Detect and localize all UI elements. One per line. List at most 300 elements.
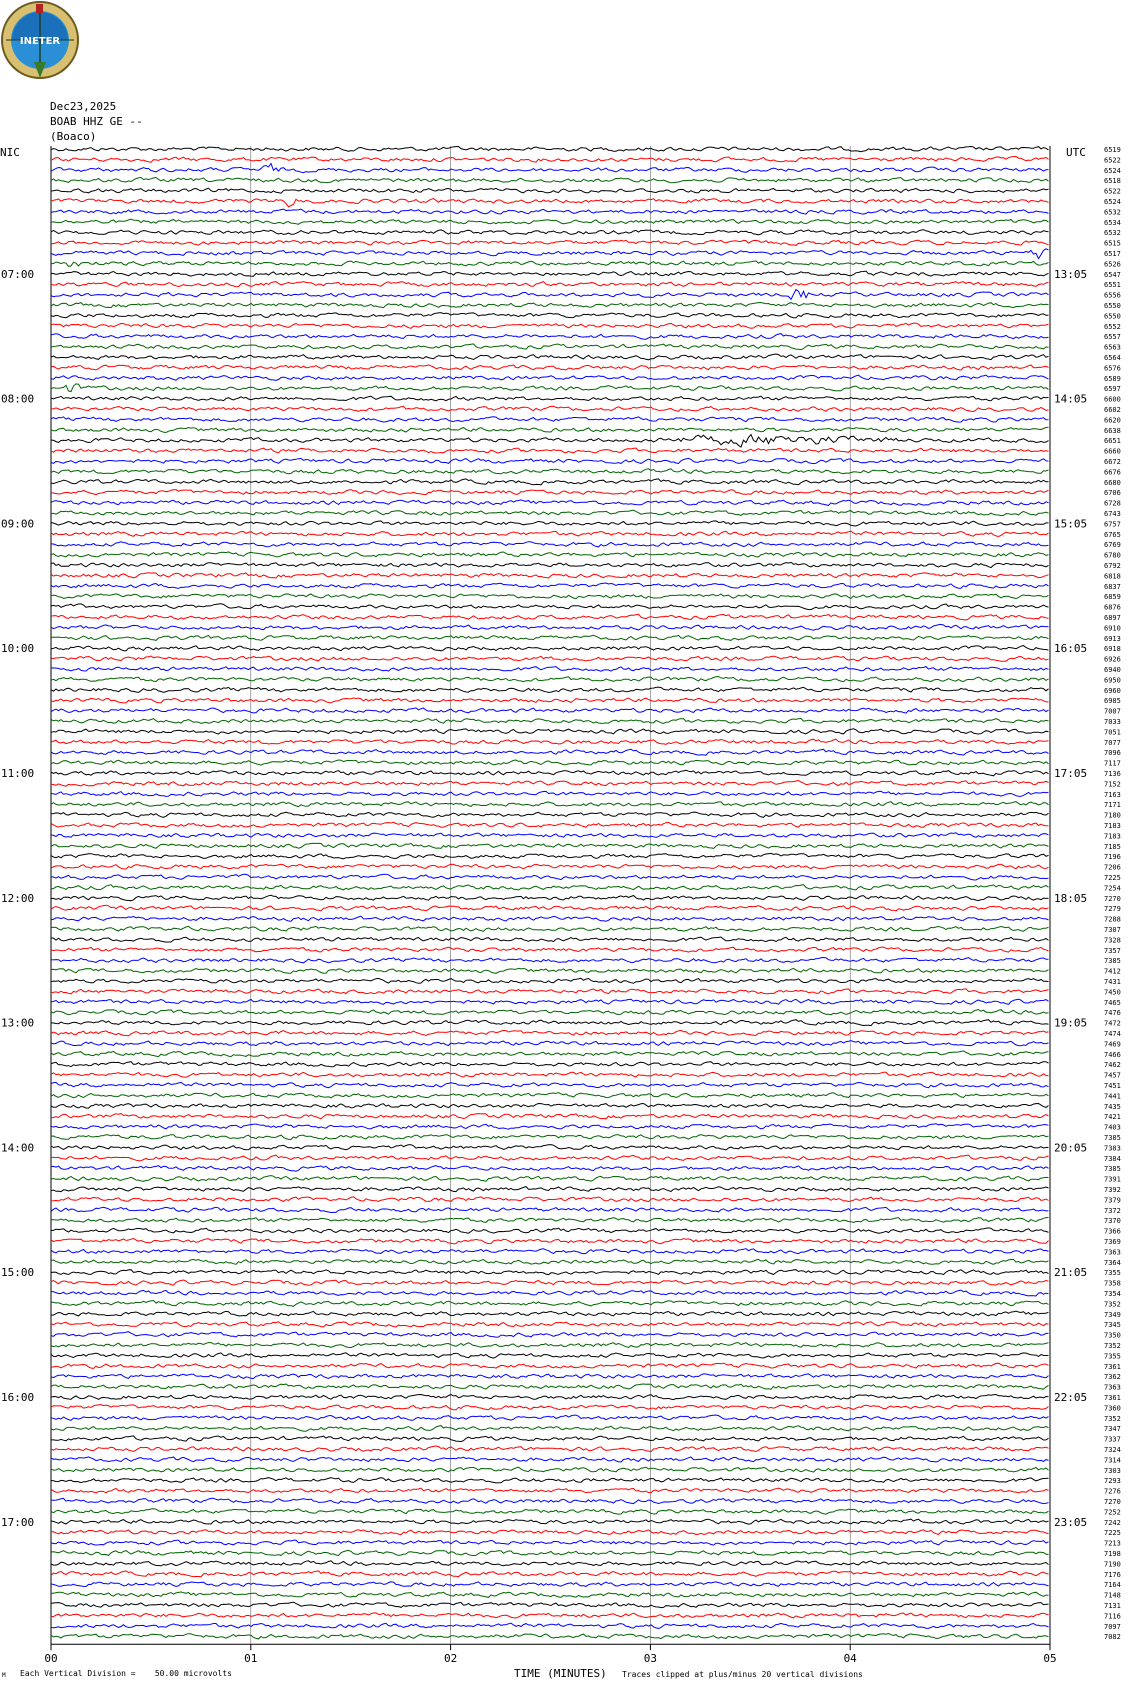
- seismic-trace: [51, 677, 1049, 682]
- seismic-trace: [51, 500, 1049, 506]
- trace-rms-label: 7206: [1104, 863, 1121, 872]
- trace-rms-label: 7180: [1104, 811, 1121, 820]
- trace-rms-label: 7385: [1104, 1134, 1121, 1142]
- trace-rms-label: 6547: [1104, 270, 1121, 279]
- seismic-trace: [51, 1155, 1049, 1161]
- seismic-trace: [51, 760, 1049, 765]
- trace-rms-label: 6660: [1104, 447, 1121, 456]
- trace-rms-label: 7096: [1104, 749, 1121, 758]
- seismic-trace: [51, 729, 1049, 734]
- trace-rms-label: 6926: [1104, 655, 1121, 664]
- seismic-trace: [51, 1582, 1049, 1587]
- seismic-trace: [51, 739, 1049, 744]
- trace-rms-label: 7051: [1104, 728, 1121, 737]
- seismic-trace: [51, 1415, 1049, 1420]
- seismic-trace: [51, 1374, 1049, 1379]
- trace-rms-label: 7337: [1104, 1435, 1121, 1444]
- seismic-trace: [51, 1041, 1049, 1046]
- seismic-trace: [51, 937, 1049, 942]
- trace-rms-label: 7303: [1104, 1466, 1121, 1475]
- trace-rms-label: 6940: [1104, 666, 1121, 674]
- seismic-trace: [51, 708, 1049, 713]
- seismic-trace: [51, 646, 1049, 651]
- trace-rms-label: 6600: [1104, 395, 1121, 404]
- trace-rms-label: 7349: [1104, 1310, 1121, 1319]
- trace-rms-label: 6743: [1104, 510, 1121, 518]
- trace-rms-label: 7270: [1104, 894, 1121, 903]
- trace-rms-label: 7361: [1104, 1362, 1121, 1371]
- seismic-trace: [51, 1623, 1049, 1628]
- trace-rms-label: 7354: [1104, 1290, 1121, 1298]
- trace-rms-label: 7450: [1104, 988, 1121, 997]
- trace-rms-label: 7383: [1104, 1144, 1121, 1153]
- trace-rms-label: 6526: [1104, 260, 1121, 269]
- left-hour-label: 07:00: [1, 267, 35, 281]
- seismic-trace: [51, 406, 1049, 411]
- seismic-trace: [51, 583, 1049, 588]
- seismic-trace: [51, 1072, 1049, 1077]
- trace-rms-label: 7372: [1104, 1206, 1121, 1215]
- seismic-trace: [51, 719, 1049, 724]
- trace-rms-label: 6564: [1104, 354, 1121, 362]
- trace-rms-label: 7314: [1104, 1456, 1121, 1465]
- seismic-trace: [51, 656, 1049, 661]
- trace-rms-label: 7198: [1104, 1550, 1121, 1558]
- seismic-trace: [51, 531, 1049, 536]
- seismic-trace: [51, 290, 1049, 300]
- seismic-trace: [51, 199, 1049, 207]
- trace-rms-label: 6950: [1104, 676, 1121, 685]
- trace-rms-label: 6524: [1104, 166, 1121, 175]
- trace-rms-label: 6589: [1104, 374, 1121, 383]
- seismic-trace: [51, 435, 1049, 448]
- seismic-trace: [51, 417, 1049, 422]
- trace-rms-label: 6602: [1104, 406, 1121, 414]
- seismic-trace: [51, 968, 1049, 973]
- seismic-trace: [51, 989, 1049, 994]
- seismic-trace: [51, 1498, 1049, 1503]
- seismic-trace: [51, 624, 1049, 630]
- seismic-trace: [51, 1332, 1049, 1338]
- trace-rms-label: 6765: [1104, 530, 1121, 539]
- seismic-trace: [51, 604, 1049, 610]
- trace-rms-label: 7007: [1104, 707, 1121, 716]
- seismic-trace: [51, 427, 1049, 432]
- trace-rms-label: 7288: [1104, 915, 1121, 924]
- trace-rms-label: 7225: [1104, 1529, 1121, 1538]
- left-hour-label: 17:00: [1, 1515, 35, 1529]
- clip-note: Traces clipped at plus/minus 20 vertical divisions: [622, 1670, 863, 1679]
- trace-rms-label: 6522: [1104, 156, 1121, 165]
- trace-rms-label: 7252: [1104, 1508, 1121, 1517]
- trace-rms-label: 6680: [1104, 478, 1121, 487]
- seismic-trace: [51, 1446, 1049, 1452]
- trace-rms-label: 7276: [1104, 1487, 1121, 1496]
- seismic-trace: [51, 490, 1049, 495]
- trace-rms-label: 7474: [1104, 1030, 1121, 1038]
- right-hour-label: 22:05: [1054, 1391, 1088, 1404]
- seismic-trace: [51, 594, 1049, 599]
- x-tick-label: 05: [1043, 1652, 1057, 1666]
- right-hour-label: 16:05: [1054, 642, 1088, 656]
- trace-rms-label: 7451: [1104, 1082, 1121, 1090]
- seismic-trace: [51, 978, 1049, 983]
- trace-rms-label: 7163: [1104, 790, 1121, 799]
- trace-rms-label: 7279: [1104, 905, 1121, 914]
- right-hour-label: 19:05: [1054, 1016, 1088, 1030]
- seismic-trace: [51, 916, 1049, 921]
- trace-rms-label: 6913: [1104, 634, 1121, 643]
- seismic-trace: [51, 843, 1049, 848]
- trace-rms-label: 6522: [1104, 187, 1121, 196]
- date-label: Dec23,2025: [50, 100, 117, 113]
- trace-rms-label: 6550: [1104, 312, 1121, 321]
- trace-rms-label: 7435: [1104, 1102, 1121, 1111]
- trace-rms-label: 6524: [1104, 198, 1121, 206]
- seismic-trace: [51, 157, 1049, 163]
- left-hour-label: 14:00: [1, 1141, 35, 1155]
- seismic-trace: [51, 1426, 1049, 1432]
- trace-rms-label: 7355: [1104, 1269, 1121, 1278]
- seismic-trace: [51, 510, 1049, 515]
- seismic-trace: [51, 1280, 1049, 1285]
- seismic-trace: [51, 1311, 1049, 1316]
- seismic-trace: [51, 1540, 1049, 1545]
- seismic-trace: [51, 781, 1049, 787]
- seismic-trace: [51, 1384, 1049, 1389]
- right-hour-label: 14:05: [1054, 392, 1088, 406]
- right-hour-label: 15:05: [1054, 517, 1088, 531]
- x-tick-label: 04: [843, 1652, 857, 1666]
- trace-rms-label: 7457: [1104, 1071, 1121, 1080]
- seismic-trace: [51, 354, 1049, 360]
- trace-rms-label: 6552: [1104, 322, 1121, 331]
- left-hour-label: 12:00: [1, 891, 35, 905]
- trace-rms-label: 6837: [1104, 582, 1121, 591]
- left-hour-label: 10:00: [1, 642, 35, 656]
- trace-rms-label: 7196: [1104, 853, 1121, 862]
- seismic-trace: [51, 552, 1049, 557]
- seismic-trace: [51, 1571, 1049, 1577]
- trace-rms-label: 7352: [1104, 1414, 1121, 1423]
- trace-rms-label: 7441: [1104, 1092, 1121, 1101]
- trace-rms-label: 7117: [1104, 759, 1121, 768]
- seismic-trace: [51, 1343, 1049, 1348]
- station-label: BOAB HHZ GE --: [50, 115, 143, 128]
- trace-rms-label: 7164: [1104, 1581, 1121, 1590]
- seismic-trace: [51, 1290, 1049, 1296]
- seismic-trace: [51, 1322, 1049, 1327]
- seismic-trace: [51, 698, 1049, 703]
- trace-rms-label: 7183: [1104, 832, 1121, 841]
- seismic-trace: [51, 479, 1049, 485]
- seismic-trace: [51, 687, 1049, 692]
- seismic-trace: [51, 1457, 1049, 1462]
- seismic-trace: [51, 1197, 1049, 1202]
- trace-rms-label: 7465: [1104, 998, 1121, 1007]
- seismic-trace: [51, 770, 1049, 776]
- seismic-trace: [51, 667, 1049, 672]
- trace-rms-label: 7358: [1104, 1279, 1121, 1288]
- seismic-trace: [51, 895, 1049, 901]
- seismic-trace: [51, 396, 1049, 401]
- right-hour-label: 17:05: [1054, 767, 1088, 780]
- seismic-trace: [51, 885, 1049, 890]
- seismic-trace: [51, 1062, 1049, 1067]
- seismic-trace: [51, 240, 1049, 245]
- seismic-trace: [51, 947, 1049, 952]
- trace-rms-label: 7462: [1104, 1061, 1121, 1070]
- seismic-trace: [51, 1010, 1049, 1015]
- seismic-trace: [51, 802, 1049, 807]
- trace-rms-label: 7307: [1104, 926, 1121, 934]
- x-tick-label: 02: [443, 1652, 458, 1666]
- trace-rms-label: 7293: [1104, 1477, 1121, 1486]
- trace-rms-label: 7384: [1104, 1154, 1121, 1163]
- trace-rms-label: 6918: [1104, 645, 1121, 654]
- seismic-trace: [51, 1519, 1049, 1524]
- trace-rms-label: 6534: [1104, 218, 1121, 227]
- seismic-trace: [51, 926, 1049, 931]
- trace-rms-label: 6960: [1104, 686, 1121, 695]
- footer-marker: M: [2, 1672, 6, 1679]
- seismic-trace: [51, 833, 1049, 838]
- trace-rms-label: 7183: [1104, 822, 1121, 830]
- seismic-trace: [51, 812, 1049, 817]
- seismic-trace: [51, 261, 1049, 266]
- logo-text: INETER: [19, 36, 61, 47]
- seismic-trace: [51, 1592, 1049, 1598]
- seismic-trace: [51, 1259, 1049, 1264]
- trace-rms-label: 6780: [1104, 551, 1121, 560]
- trace-rms-label: 6551: [1104, 281, 1121, 290]
- right-hour-label: 23:05: [1054, 1515, 1088, 1529]
- trace-rms-label: 7350: [1104, 1331, 1121, 1340]
- seismic-trace: [51, 1550, 1049, 1555]
- seismic-trace: [51, 384, 1049, 392]
- seismic-trace: [51, 344, 1049, 350]
- seismic-trace: [51, 1239, 1049, 1244]
- seismic-trace: [51, 323, 1049, 328]
- trace-rms-label: 7472: [1104, 1019, 1121, 1028]
- trace-rms-label: 6532: [1104, 208, 1121, 217]
- trace-rms-label: 6519: [1104, 146, 1121, 154]
- seismic-trace: [51, 1051, 1049, 1057]
- trace-rms-label: 7392: [1104, 1186, 1121, 1194]
- seismic-trace: [51, 1363, 1049, 1368]
- trace-rms-label: 7385: [1104, 1165, 1121, 1174]
- scale-note: Each Vertical Division = 50.00 microvolts: [20, 1669, 232, 1678]
- trace-rms-label: 7176: [1104, 1570, 1121, 1579]
- seismic-trace: [51, 147, 1049, 152]
- seismic-trace: [51, 1478, 1049, 1483]
- seismic-trace: [51, 999, 1049, 1004]
- trace-rms-label: 7352: [1104, 1342, 1121, 1350]
- trace-rms-label: 7213: [1104, 1539, 1121, 1548]
- trace-rms-label: 6518: [1104, 177, 1121, 186]
- seismic-trace: [51, 365, 1049, 370]
- trace-rms-label: 7225: [1104, 874, 1121, 882]
- trace-rms-label: 7033: [1104, 718, 1121, 726]
- trace-rms-label: 7391: [1104, 1175, 1121, 1184]
- trace-rms-label: 6757: [1104, 520, 1121, 529]
- trace-rms-label: 7082: [1104, 1633, 1121, 1642]
- seismic-trace: [51, 1405, 1049, 1410]
- seismic-trace: [51, 791, 1049, 796]
- seismic-trace: [51, 303, 1049, 308]
- trace-rms-label: 6576: [1104, 364, 1121, 373]
- seismic-trace: [51, 1249, 1049, 1254]
- seismic-trace: [51, 375, 1049, 380]
- seismic-trace: [51, 1488, 1049, 1493]
- right-hour-label: 20:05: [1054, 1141, 1088, 1155]
- trace-rms-label: 6597: [1104, 385, 1121, 394]
- trace-rms-label: 7077: [1104, 738, 1121, 747]
- seismic-trace: [51, 1602, 1049, 1608]
- trace-rms-label: 6728: [1104, 499, 1121, 508]
- seismic-trace: [51, 1093, 1049, 1098]
- trace-rms-label: 6517: [1104, 250, 1121, 258]
- left-hour-label: 11:00: [1, 767, 35, 780]
- trace-rms-label: 7347: [1104, 1425, 1121, 1434]
- x-tick-label: 03: [643, 1652, 658, 1666]
- trace-rms-label: 7270: [1104, 1498, 1121, 1506]
- trace-rms-label: 7190: [1104, 1560, 1121, 1569]
- trace-rms-label: 7357: [1104, 946, 1121, 955]
- trace-rms-label: 7361: [1104, 1394, 1121, 1402]
- seismic-trace: [51, 163, 1049, 172]
- trace-rms-label: 7242: [1104, 1518, 1121, 1527]
- trace-rms-label: 7431: [1104, 978, 1121, 986]
- trace-rms-label: 6651: [1104, 437, 1121, 446]
- seismic-trace: [51, 1436, 1049, 1442]
- seismic-trace: [51, 271, 1049, 276]
- seismic-trace: [51, 853, 1049, 858]
- seismic-trace: [51, 458, 1049, 463]
- seismic-trace: [51, 1104, 1049, 1109]
- seismic-trace: [51, 1301, 1049, 1307]
- seismic-trace: [51, 749, 1049, 755]
- right-hour-label: 21:05: [1054, 1266, 1088, 1280]
- trace-rms-label: 7171: [1104, 801, 1121, 810]
- trace-rms-label: 7136: [1104, 770, 1121, 778]
- seismic-trace: [51, 1020, 1049, 1026]
- seismic-trace: [51, 1135, 1049, 1140]
- seismic-trace: [51, 177, 1049, 182]
- seismic-trace: [51, 282, 1049, 287]
- seismic-trace: [51, 1114, 1049, 1119]
- seismic-trace: [51, 1124, 1049, 1129]
- trace-rms-label: 6910: [1104, 624, 1121, 633]
- x-tick-label: 00: [44, 1652, 58, 1666]
- left-hour-label: 16:00: [1, 1391, 35, 1404]
- seismic-trace: [51, 1166, 1049, 1172]
- seismic-trace: [51, 614, 1049, 620]
- seismic-trace: [51, 448, 1049, 453]
- trace-rms-label: 6818: [1104, 572, 1121, 581]
- trace-rms-label: 7379: [1104, 1196, 1121, 1205]
- trace-rms-label: 6515: [1104, 239, 1121, 248]
- trace-rms-label: 7148: [1104, 1591, 1121, 1600]
- seismic-trace: [51, 1353, 1049, 1358]
- seismic-trace: [51, 313, 1049, 318]
- trace-rms-label: 6859: [1104, 593, 1121, 602]
- trace-rms-label: 7476: [1104, 1009, 1121, 1018]
- seismic-trace: [51, 209, 1049, 214]
- seismic-trace: [51, 1467, 1049, 1472]
- right-hour-label: 13:05: [1054, 267, 1088, 281]
- trace-rms-label: 7412: [1104, 967, 1121, 976]
- seismic-trace: [51, 188, 1049, 193]
- trace-rms-label: 7403: [1104, 1123, 1121, 1132]
- seismic-trace: [51, 542, 1049, 547]
- left-hour-label: 13:00: [1, 1016, 35, 1030]
- right-hour-label: 18:05: [1054, 891, 1088, 905]
- seismic-trace: [51, 1561, 1049, 1566]
- trace-rms-label: 7328: [1104, 936, 1121, 945]
- trace-rms-label: 7355: [1104, 1352, 1121, 1361]
- seismic-trace: [51, 635, 1049, 640]
- seismic-trace: [51, 822, 1049, 827]
- trace-rms-label: 7363: [1104, 1248, 1121, 1257]
- trace-rms-label: 7466: [1104, 1050, 1121, 1059]
- seismic-trace: [51, 1207, 1049, 1212]
- trace-rms-label: 7345: [1104, 1321, 1121, 1330]
- seismic-trace: [51, 1187, 1049, 1192]
- seismic-trace: [51, 1509, 1049, 1514]
- trace-rms-label: 7254: [1104, 884, 1121, 893]
- seismic-trace: [51, 1228, 1049, 1233]
- x-tick-label: 01: [244, 1652, 258, 1666]
- trace-rms-label: 7362: [1104, 1373, 1121, 1382]
- seismic-trace: [51, 1530, 1049, 1535]
- trace-rms-label: 7360: [1104, 1404, 1121, 1413]
- trace-rms-label: 7469: [1104, 1040, 1121, 1049]
- trace-rms-label: 7364: [1104, 1258, 1121, 1267]
- trace-rms-label: 7131: [1104, 1602, 1121, 1610]
- seismic-trace: [51, 864, 1049, 869]
- seismic-trace: [51, 230, 1049, 235]
- trace-rms-label: 6706: [1104, 489, 1121, 498]
- trace-rms-label: 6876: [1104, 603, 1121, 612]
- seismic-trace: [51, 1395, 1049, 1400]
- seismic-trace: [51, 573, 1049, 578]
- seismic-trace: [51, 874, 1049, 880]
- seismic-trace: [51, 219, 1049, 224]
- trace-rms-label: 6672: [1104, 458, 1121, 466]
- trace-rms-label: 6769: [1104, 541, 1121, 550]
- trace-rms-label: 6550: [1104, 302, 1121, 310]
- left-hour-label: 09:00: [1, 517, 35, 531]
- seismic-trace: [51, 562, 1049, 567]
- trace-rms-label: 7097: [1104, 1622, 1121, 1631]
- seismic-trace: [51, 1082, 1049, 1087]
- trace-rms-label: 7324: [1104, 1446, 1121, 1454]
- trace-rms-label: 7363: [1104, 1383, 1121, 1392]
- trace-rms-label: 7370: [1104, 1217, 1121, 1226]
- seismic-trace: [51, 521, 1049, 526]
- trace-rms-label: 7421: [1104, 1113, 1121, 1122]
- trace-rms-label: 7185: [1104, 842, 1121, 851]
- seismic-trace: [51, 958, 1049, 963]
- trace-rms-label: 6556: [1104, 291, 1121, 300]
- trace-rms-label: 7369: [1104, 1238, 1121, 1246]
- seismic-trace: [51, 1176, 1049, 1182]
- seismic-trace: [51, 1613, 1049, 1618]
- left-timezone: NIC: [0, 146, 20, 159]
- seismic-trace: [51, 905, 1049, 911]
- trace-rms-label: 7152: [1104, 780, 1121, 789]
